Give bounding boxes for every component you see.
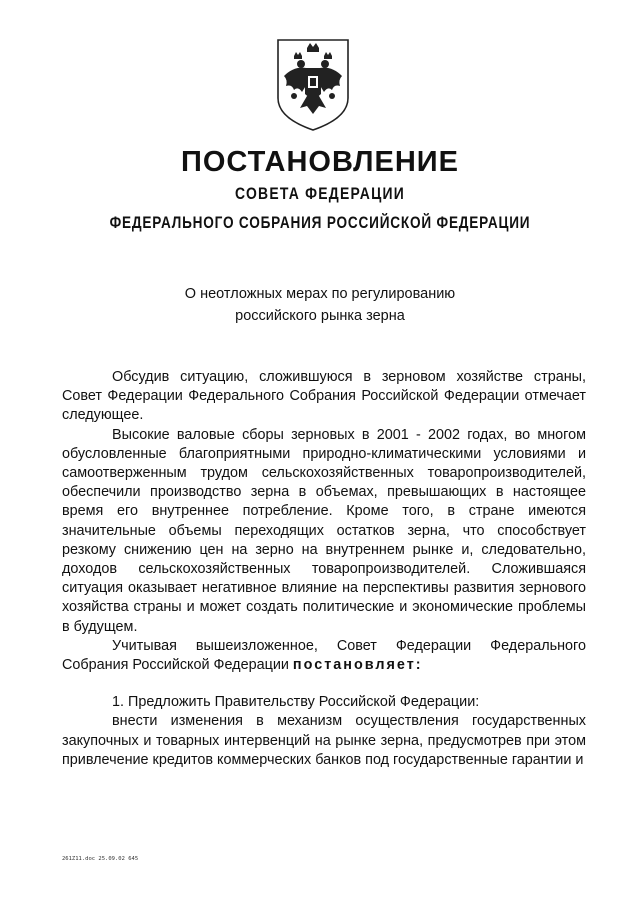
document-title: ПОСТАНОВЛЕНИЕ bbox=[181, 146, 459, 178]
double-headed-eagle-icon bbox=[274, 36, 352, 132]
paragraph-3-text: Учитывая вышеизложенное, Совет Федерации Федерального Собрания Российской Федерации bbox=[62, 637, 586, 674]
document-subject bbox=[0, 283, 640, 327]
paragraph-1: Обсудив ситуацию, сложившуюся в зерновом хозяйстве страны, Совет Федерации Федерального Собрания Российской Федерации отмечает следующее. bbox=[62, 369, 586, 424]
decree-word: постановляет: bbox=[292, 657, 423, 674]
file-reference: 261Z11.doc 25.09.02 645 bbox=[62, 856, 139, 862]
issuer-line-2: ФЕДЕРАЛЬНОГО СОБРАНИЯ РОССИЙСКОЙ ФЕДЕРАЦИИ bbox=[109, 213, 531, 232]
item-1-heading: 1. Предложить Правительству Российской Федерации: bbox=[112, 694, 480, 711]
subject-line-2: российского рынка зерна bbox=[235, 308, 405, 324]
issuer-line-1: СОВЕТА ФЕДЕРАЦИИ bbox=[235, 184, 405, 203]
subject-line-1: О неотложных мерах по регулированию bbox=[184, 286, 456, 302]
paragraph-2: Высокие валовые сборы зерновых в 2001 - 2002 годах, во многом обусловленные благоприятными природно-климатическими условиями и самоотверженным трудом сельскохозяйственных товаропроизводителей, обеспечили производство зерна в объемах, превышающих в настоящее время его внутреннее потребление. Кроме того, в стране имеются значительные объемы переходящих остатков зерна, что способствует резкому снижению цен на зерно на внутреннем рынке и, следовательно, доходов сельскохозяйственных товаропроизводителей. Сложившаяся ситуация оказывает негативное влияние на перспективы развития зернового хозяйства страны и может создать политические и экономические проблемы в будущем. bbox=[62, 426, 586, 635]
document-body bbox=[62, 368, 586, 770]
paragraph-3 bbox=[62, 637, 586, 675]
item-1-text: внести изменения в механизм осуществления государственных закупочных и товарных интервенций на рынке зерна, предусмотрев при этом привлечение кредитов коммерческих банков под государственные гарантии и bbox=[62, 713, 586, 768]
